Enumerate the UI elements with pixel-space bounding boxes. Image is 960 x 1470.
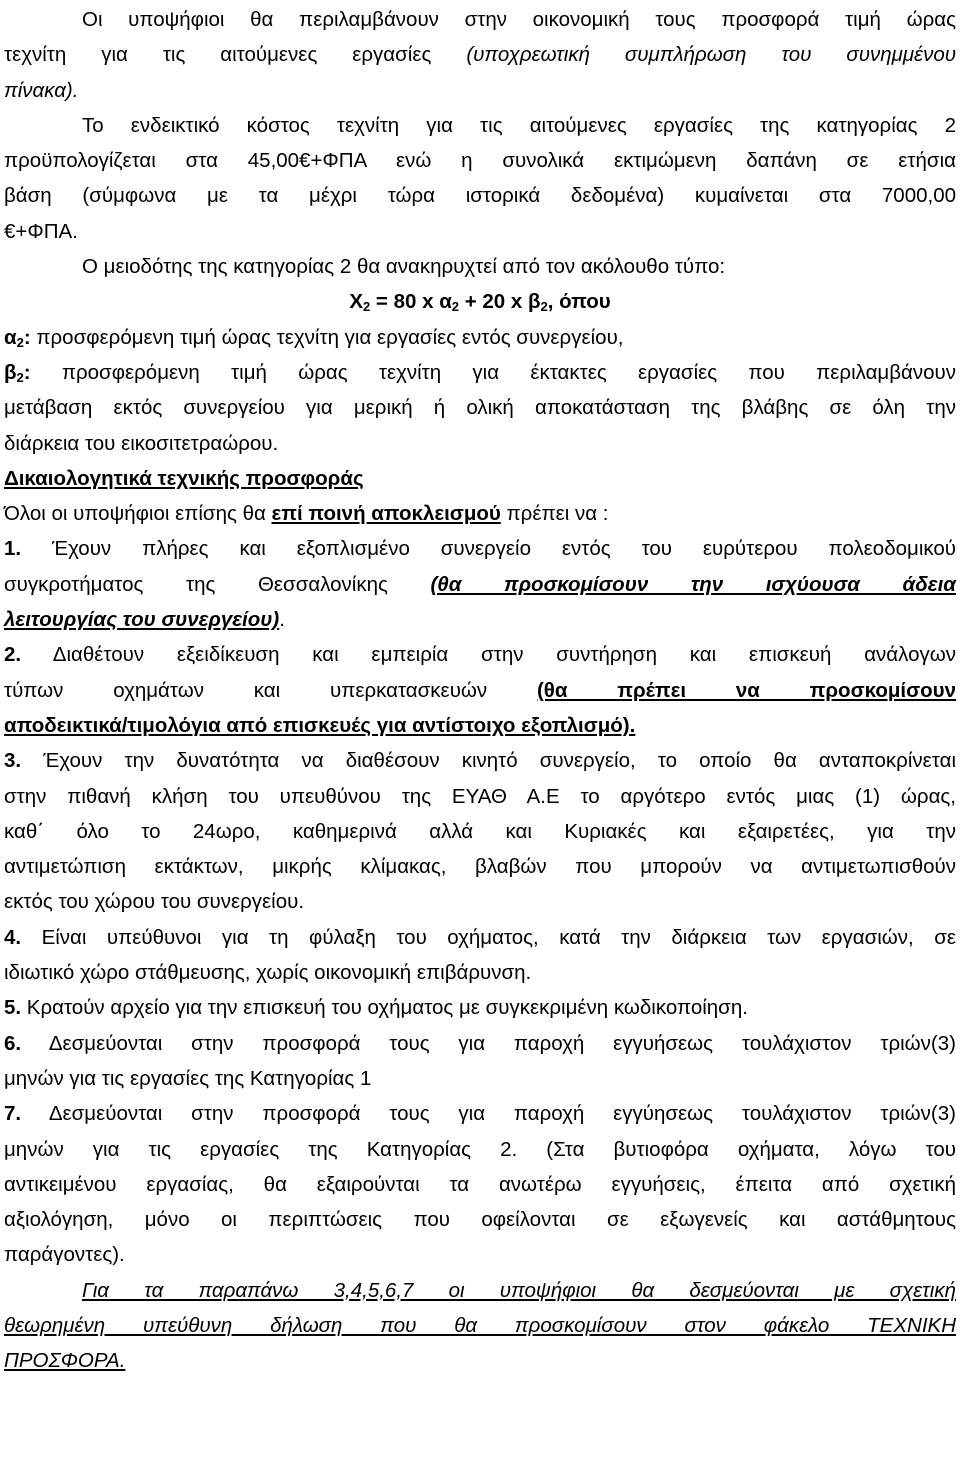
exclusion-warning: επί ποινή αποκλεισμού xyxy=(271,502,501,526)
text: Οι υποψήφιοι θα περιλαμβάνουν στην οικονομική τους προσφορά τιμή ώρας xyxy=(82,8,956,31)
list-item-3: 3. Έχουν την δυνατότητα να διαθέσουν κινητό συνεργείο, το οποίο θα ανταποκρίνεται xyxy=(4,749,956,773)
text-line: παράγοντες). xyxy=(4,1243,125,1267)
mandatory-note: πίνακα). xyxy=(4,78,79,102)
text: €+ΦΠΑ. xyxy=(4,219,78,243)
formula: $X_2 = 80$ x $\alpha_2 + 20$ x $\beta_2$, όπου xyxy=(349,290,611,315)
text: Το ενδεικτικό κόστος τεχνίτη για τις αιτούμενες εργασίες της κατηγορίας 2 xyxy=(82,113,956,137)
text-line: καθ΄ όλο το 24ωρο, καθημερινά αλλά και Κυριακές και εξαιρετέες, για την xyxy=(4,819,956,843)
text-line: μηνών για τις εργασίες της Κατηγορίας 1 xyxy=(4,1066,372,1090)
text: προϋπολογίζεται στα 45,00€+ΦΠΑ ενώ η συνολικά εκτιμώμενη δαπάνη σε ετήσια xyxy=(4,149,956,173)
text-line: συγκροτήματος της Θεσσαλονίκης (θα προσκομίσουν την ισχύουσα άδεια xyxy=(4,572,956,596)
text-line: λειτουργίας του συνεργείου). xyxy=(4,608,285,632)
text-line: μετάβαση εκτός συνεργείου για μερική ή ολική αποκατάσταση της βλάβης σε όλη την xyxy=(4,396,956,420)
text-line: διάρκεια του εικοσιτετραώρου. xyxy=(4,431,279,455)
list-item-4: 4. Είναι υπεύθυνοι για τη φύλαξη του οχήματος, κατά την διάρκεια των εργασιών, σε xyxy=(4,925,956,949)
text: βάση (σύμφωνα με τα μέχρι τώρα ιστορικά δεδομένα) κυμαίνεται στα 7000,00 xyxy=(4,184,956,208)
text-line: αποδεικτικά/τιμολόγια από επισκευές για αντίστοιχο εξοπλισμό). xyxy=(4,713,636,737)
text-line xyxy=(4,108,956,143)
closing-line: Για τα παραπάνω 3,4,5,6,7 οι υποψήφιοι θα δεσμεύονται με σχετική xyxy=(82,1278,956,1302)
text-line xyxy=(4,143,956,178)
text-line xyxy=(4,214,956,249)
closing-line: ΠΡΟΣΦΟΡΑ. xyxy=(4,1349,126,1373)
text-line xyxy=(4,249,956,284)
list-item-2: 2. Διαθέτουν εξειδίκευση και εμπειρία στην συντήρηση και επισκευή ανάλογων xyxy=(4,643,956,667)
text-line: αντιμετώπιση εκτάκτων, μικρής κλίμακας, βλαβών που μπορούν να αντιμετωπισθούν xyxy=(4,855,956,879)
text-line: εκτός του χώρου του συνεργείου. xyxy=(4,890,305,914)
text-line: τύπων οχημάτων και υπερκατασκευών (θα πρέπει να προσκομίσουν xyxy=(4,678,956,702)
text: Ο μειοδότης της κατηγορίας 2 θα ανακηρυχτεί από τον ακόλουθο τύπο: xyxy=(82,255,726,279)
text-line: αξιολόγηση, μόνο οι περιπτώσεις που οφείλονται σε εξωγενείς και αστάθμητους xyxy=(4,1208,956,1232)
list-item-6: 6. Δεσμεύονται στην προσφορά τους για παροχή εγγυήσεως τουλάχιστον τριών(3) xyxy=(4,1031,956,1055)
definition-alpha: $\alpha_2$: προσφερόμενη τιμή ώρας τεχνίτη για εργασίες εντός συνεργείου, xyxy=(4,325,624,350)
text-line xyxy=(4,73,956,108)
text: τεχνίτη για τις αιτούμενες εργασίες xyxy=(4,43,467,67)
text-line: μηνών για τις εργασίες της Κατηγορίας 2. (Στα βυτιοφόρα οχήματα, λόγω του xyxy=(4,1137,956,1161)
text-line xyxy=(4,178,956,213)
definition-beta: $\beta_2$: προσφερόμενη τιμή ώρας τεχνίτη για έκτακτες εργασίες που περιλαμβάνουν xyxy=(4,360,956,385)
list-item-7: 7. Δεσμεύονται στην προσφορά τους για παροχή εγγύησεως τουλάχιστον τριών(3) xyxy=(4,1102,956,1126)
section-heading: Δικαιολογητικά τεχνικής προσφοράς xyxy=(4,466,364,490)
list-item-1: 1. Έχουν πλήρες και εξοπλισμένο συνεργείο εντός του ευρύτερου πολεοδομικού xyxy=(4,537,956,561)
list-item-5: 5. Κρατούν αρχείο για την επισκευή του οχήματος με συγκεκριμένη κωδικοποίηση. xyxy=(4,996,748,1020)
text-line: στην πιθανή κλήση του υπευθύνου της ΕΥΑΘ Α.Ε το αργότερο εντός μιας (1) ώρας, xyxy=(4,784,956,808)
text-line: ιδιωτικό χώρο στάθμευσης, χωρίς οικονομική επιβάρυνση. xyxy=(4,961,532,985)
text-line xyxy=(4,2,956,37)
closing-line: θεωρημένη υπεύθυνη δήλωση που θα προσκομίσουν στον φάκελο ΤΕΧΝΙΚΗ xyxy=(4,1313,956,1337)
mandatory-note: (υποχρεωτική συμπλήρωση του συνημμένου xyxy=(466,43,956,67)
text-line: αντικειμένου εργασίας, θα εξαιρούνται τα ανωτέρω εγγυήσεις, έπειτα από σχετική xyxy=(4,1172,956,1196)
text-line xyxy=(4,37,956,72)
intro-line: Όλοι οι υποψήφιοι επίσης θα επί ποινή αποκλεισμού πρέπει να : xyxy=(4,502,609,526)
